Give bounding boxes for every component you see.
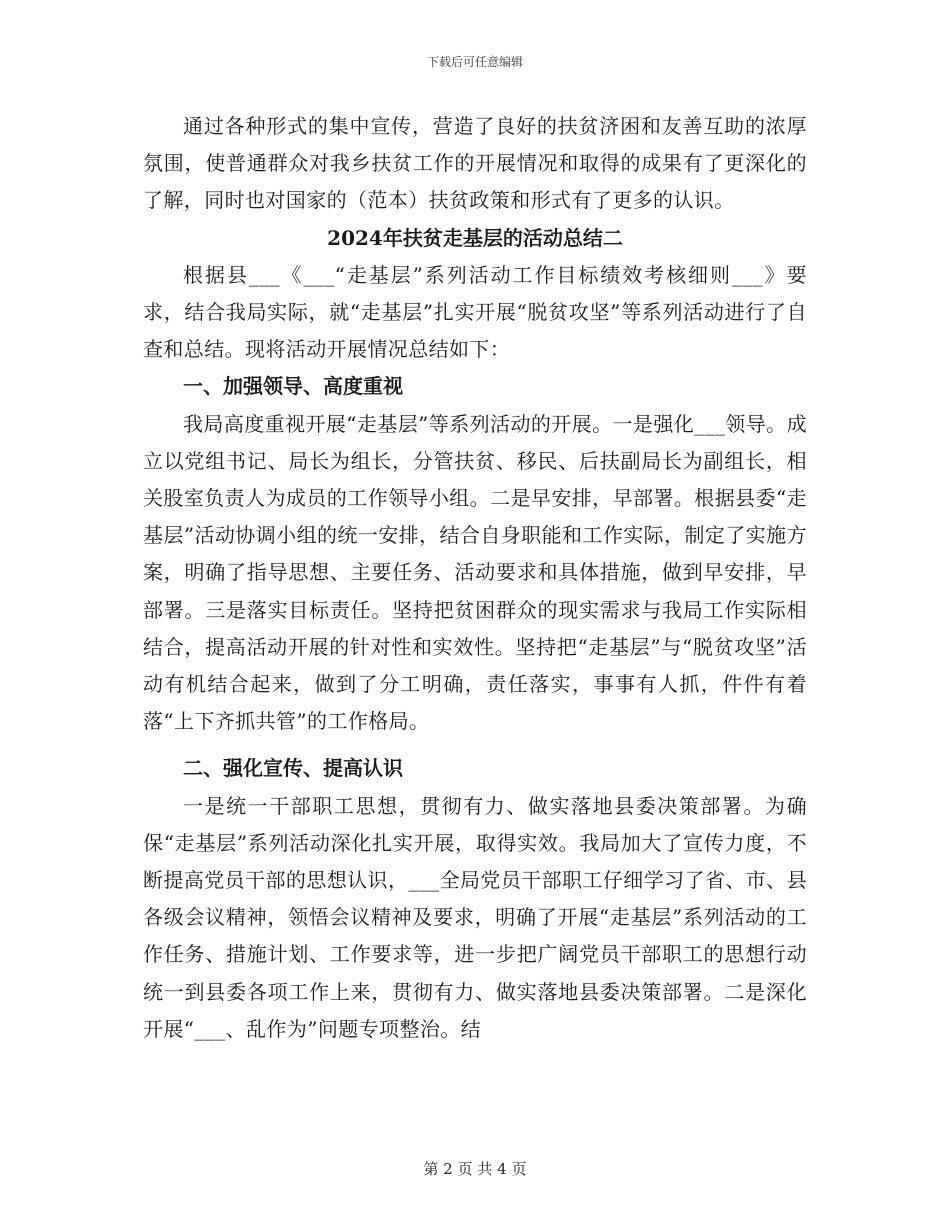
page-number: 第 2 页 共 4 页 (423, 1160, 527, 1178)
basis-paragraph: 根据县___《___“走基层”系列活动工作目标绩效考核细则___》要求，结合我局实际，就“走基层”扎实开展“脱贫攻坚”等系列活动进行了自查和总结。现将活动开展情况总结如下： (143, 262, 807, 362)
section1-heading: 一、加强领导、高度重视 (183, 374, 403, 399)
intro-paragraph: 通过各种形式的集中宣传，营造了良好的扶贫济困和友善互助的浓厚氛围，使普通群众对我乡扶贫工作的开展情况和取得的成果有了更深化的了解，同时也对国家的（范本）扶贫政策和形式有了更多的认识。 (143, 114, 807, 213)
section1-paragraph: 我局高度重视开展“走基层”等系列活动的开展。一是强化___领导。成立以党组书记、局长为组长，分管扶贫、移民、后扶副局长为副组长，相关股室负责人为成员的工作领导小组。二是早安排，早部署。根据县委“走基层”活动协调小组的统一安排，结合自身职能和工作实际，制定了实施方案，明确了指导思想、主要任务、活动要求和具体措施，做到早安排，早部署。三是落实目标责任。坚持把贫困群众的现实需求与我局工作实际相结合，提高活动开展的针对性和实效性。坚持把“走基层”与“脱贫攻坚”活动有机结合起来，做到了分工明确，责任落实，事事有人抓，件件有着落“上下齐抓共管”的工作格局。 (143, 411, 807, 734)
document-title: 2024年扶贫走基层的活动总结二 (327, 225, 623, 250)
section2-heading: 二、强化宣传、提高认识 (183, 756, 403, 781)
section2-paragraph: 一是统一干部职工思想，贯彻有力、做实落地县委决策部署。为确保“走基层”系列活动深化扎实开展，取得实效。我局加大了宣传力度，不断提高党员干部的思想认识，___全局党员干部职工仔细学习了省、市、县各级会议精神，领悟会议精神及要求，明确了开展“走基层”系列活动的工作任务、措施计划、工作要求等，进一步把广阔党员干部职工的思想行动统一到县委各项工作上来，贯彻有力、做实落地县委决策部署。二是深化开展“___、乱作为”问题专项整治。结 (143, 793, 807, 1041)
document-body (143, 108, 807, 1048)
page-header-note: 下载后可任意编辑 (426, 55, 523, 69)
